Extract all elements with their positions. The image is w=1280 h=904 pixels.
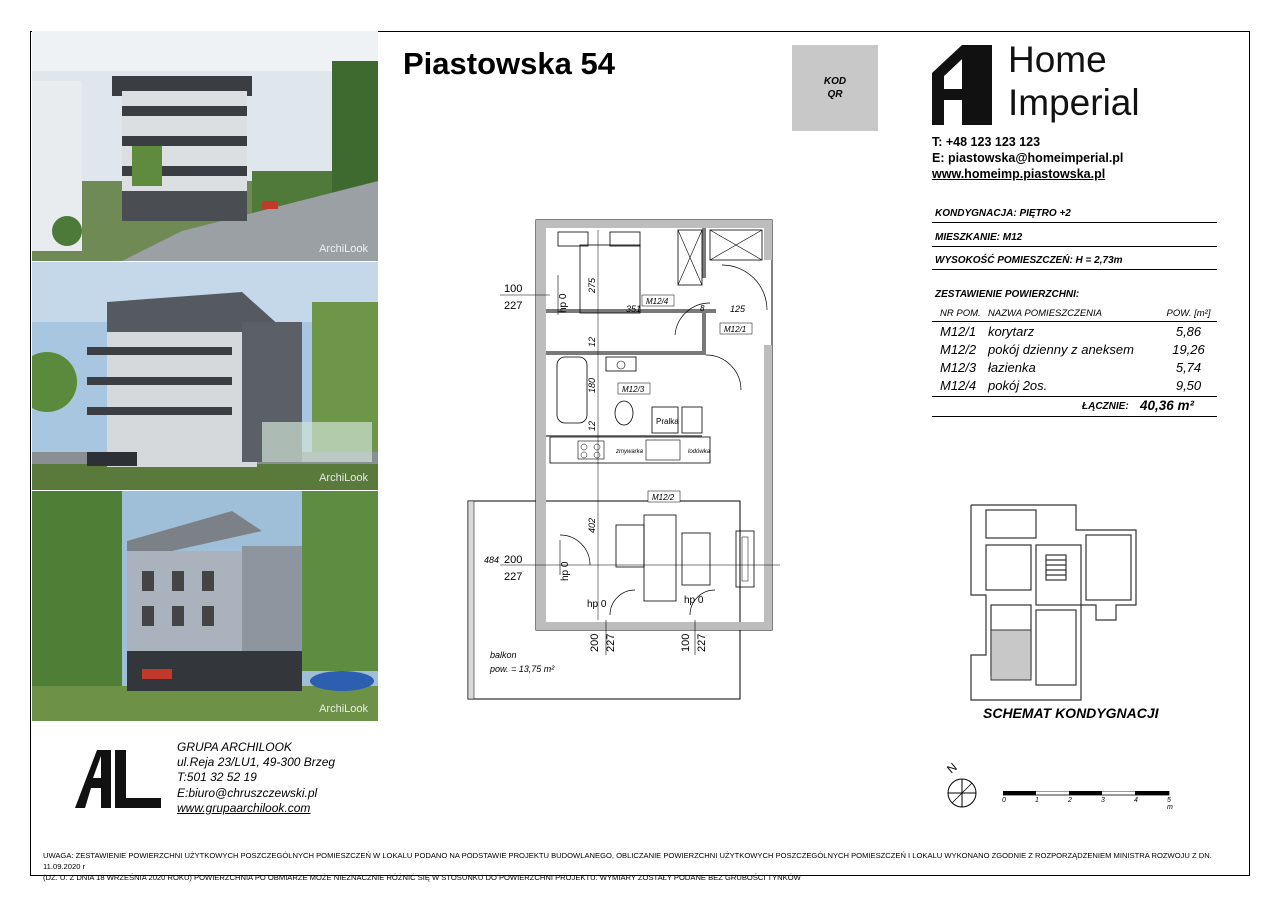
total-row xyxy=(932,396,1217,417)
summary-heading: ZESTAWIENIE POWIERZCHNI: xyxy=(935,289,1080,300)
header-nr: NR POM. xyxy=(940,308,981,319)
floor-scheme-diagram xyxy=(966,500,1146,705)
room-name: pokój 2os. xyxy=(988,377,1048,393)
header-name: NAZWA POMIESZCZENIA xyxy=(988,308,1103,319)
dim-227-bottom-b: 227 xyxy=(696,633,708,652)
archilook-logo-icon xyxy=(75,750,165,810)
dim-275: 275 xyxy=(587,277,597,293)
dim-100-bottom-b: 100 xyxy=(680,633,692,652)
dim-227-top: 227 xyxy=(504,300,523,312)
floor-plan xyxy=(460,215,780,705)
architect-website-link[interactable]: www.grupaarchilook.com xyxy=(177,800,311,815)
scheme-label: SCHEMAT KONDYGNACJI xyxy=(983,705,1159,721)
contact-phone: T: +48 123 123 123 xyxy=(932,135,1041,149)
dim-200-left: 200 xyxy=(504,554,523,566)
render-photo-3 xyxy=(32,491,378,721)
scale-tick-5: 5 m xyxy=(1167,797,1173,811)
dim-200-bottom-a: 200 xyxy=(589,633,601,652)
dim-402: 402 xyxy=(587,517,597,533)
dim-227-bottom-a: 227 xyxy=(605,633,617,652)
contact-email[interactable]: E: piastowska@homeimperial.pl xyxy=(932,151,1124,165)
architect-info xyxy=(177,740,335,816)
render-photo-1 xyxy=(32,31,378,261)
dim-100-top: 100 xyxy=(504,283,523,295)
room-label-m12-4: M12/4 xyxy=(646,297,669,306)
balcony-area: pow. = 13,75 m² xyxy=(490,664,555,674)
dim-484: 484 xyxy=(484,555,500,565)
qr-label-2: QR xyxy=(827,89,843,100)
room-nr: M12/1 xyxy=(940,323,977,339)
table-row xyxy=(932,376,1217,394)
brand-name xyxy=(1008,38,1140,124)
label-lodowka: lodówka xyxy=(688,449,711,455)
dim-8: 8 xyxy=(700,304,705,313)
scale-bar xyxy=(1002,788,1173,811)
compass-label: N xyxy=(944,760,960,777)
header-area: POW. [m²] xyxy=(1166,308,1211,319)
dim-180: 180 xyxy=(587,377,597,393)
brand-line-1: Home xyxy=(1008,39,1107,80)
scale-tick-3: 3 xyxy=(1101,797,1105,804)
height-info: WYSOKOŚĆ POMIESZCZEŃ: H = 2,73m xyxy=(932,255,1217,270)
label-zmywarka: zmywarka xyxy=(616,449,644,455)
table-row xyxy=(932,358,1217,376)
architect-email[interactable]: E:biuro@chruszczewski.pl xyxy=(177,785,318,800)
total-value: 40,36 m² xyxy=(1140,398,1195,413)
room-area: 5,74 xyxy=(1175,359,1202,375)
room-label-m12-2: M12/2 xyxy=(652,493,675,502)
floor-info: KONDYGNACJA: PIĘTRO +2 xyxy=(932,208,1217,223)
qr-label-1: KOD xyxy=(823,76,847,87)
home-imperial-logo-icon xyxy=(932,45,992,125)
hp0-door-1: hp 0 xyxy=(587,599,607,610)
contact-website-link[interactable]: www.homeimp.piastowska.pl xyxy=(932,167,1106,181)
scale-tick-2: 2 xyxy=(1068,797,1072,804)
dim-12-a: 12 xyxy=(587,336,597,347)
room-area: 5,86 xyxy=(1175,323,1202,339)
qr-code-placeholder xyxy=(792,45,878,131)
brand-line-2: Imperial xyxy=(1008,82,1140,123)
room-area: 19,26 xyxy=(1172,341,1205,357)
total-label: ŁĄCZNIE: xyxy=(1082,401,1129,412)
watermark-3: ArchiLook xyxy=(319,703,368,715)
scale-tick-0: 0 xyxy=(1002,797,1006,804)
compass-icon xyxy=(940,760,985,810)
render-photo-2 xyxy=(32,262,378,490)
scheme-highlighted-unit xyxy=(991,630,1031,680)
balcony-label: balkon xyxy=(490,650,517,660)
footnote-line-1: UWAGA: ZESTAWIENIE POWIERZCHNI UŻYTKOWYCH POSZCZEGÓLNYCH POMIESZCZEŃ W LOKALU PODANO NA PODSTAWIE PROJEKTU BUDOWLANEGO, OBLICZANIE POWIERZCHNI UŻYTKOWYCH POSZCZEGÓLNYCH POMIESZCZEŃ I LOKALU WYKONANO ZGODNIE Z ROZPORZĄDZENIEM MINISTRA ROZWOJU Z DN. 11.09.2020 r xyxy=(43,851,1212,871)
dim-227-left: 227 xyxy=(504,571,523,583)
footnote-line-2: (DZ. U. Z DNIA 18 WRZEŚNIA 2020 ROKU) POWIERZCHNIA PO OBMIARZE MOŻE NIEZNACZNIE RÓŻNIĆ SIĘ W STOSUNKU DO POWIERZCHNI PROJEKTU. WYMIARY ZOSTAŁY PODANE BEZ GRUBOŚCI TYNKÓW xyxy=(43,873,801,882)
watermark-2: ArchiLook xyxy=(319,472,368,484)
room-label-m12-1: M12/1 xyxy=(724,325,747,334)
label-pralka: Pralka xyxy=(656,417,679,426)
area-table xyxy=(932,306,1217,394)
room-area: 9,50 xyxy=(1175,377,1202,393)
watermark-1: ArchiLook xyxy=(319,243,368,255)
room-name: korytarz xyxy=(988,323,1035,339)
dim-125: 125 xyxy=(730,304,746,314)
page-title: Piastowska 54 xyxy=(403,46,615,81)
hp0-bedroom: hp 0 xyxy=(558,293,569,313)
hp0-balcony-door: hp 0 xyxy=(560,561,571,581)
room-nr: M12/2 xyxy=(940,341,977,357)
architect-name: GRUPA ARCHILOOK xyxy=(177,740,292,754)
room-nr: M12/4 xyxy=(940,377,977,393)
room-label-m12-3: M12/3 xyxy=(622,385,645,394)
dim-351: 351 xyxy=(626,304,642,314)
room-name: łazienka xyxy=(988,359,1036,375)
area-table-header xyxy=(932,306,1217,322)
architect-address: ul.Reja 23/LU1, 49-300 Brzeg xyxy=(177,755,336,770)
table-row xyxy=(932,340,1217,358)
footnote xyxy=(43,850,1243,883)
room-name: pokój dzienny z aneksem xyxy=(988,341,1134,357)
hp0-door-2: hp 0 xyxy=(684,595,704,606)
architect-phone: T:501 32 52 19 xyxy=(177,770,257,785)
table-row xyxy=(932,322,1217,340)
contact-block xyxy=(932,134,1123,182)
scale-tick-4: 4 xyxy=(1134,797,1138,804)
dim-12-b: 12 xyxy=(587,420,597,431)
room-nr: M12/3 xyxy=(940,359,977,375)
scale-tick-1: 1 xyxy=(1035,797,1039,804)
apartment-info: MIESZKANIE: M12 xyxy=(932,232,1217,247)
